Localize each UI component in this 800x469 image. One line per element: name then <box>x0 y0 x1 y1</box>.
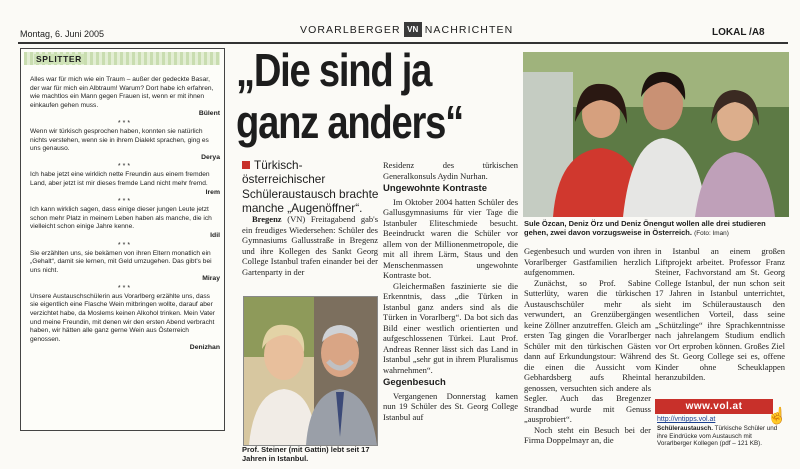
vol-link-box[interactable] <box>655 399 787 461</box>
splitter-header-bar <box>24 52 220 65</box>
quote-author: Denizhan <box>189 344 220 352</box>
paragraph: Residenz des türkischen Generalkonsuls Aydin Nurhan. <box>383 160 518 181</box>
article-column-1 <box>242 214 378 277</box>
quote <box>30 206 220 240</box>
quote-author: Irem <box>205 188 220 196</box>
quote-text: Sie erzählten uns, sie bekämen von ihren Eltern monatlich ein „Gehalt“, damit sie lernen, mit Geld umzugehen. Das gibt's bei uns nicht. <box>30 249 212 274</box>
quote-separator: *** <box>117 163 133 171</box>
quote <box>30 128 220 162</box>
photo-steiner-couple <box>243 296 378 446</box>
photo-caption-small: Prof. Steiner (mit Gattin) lebt seit 17 Jahren in Istanbul. <box>242 445 370 463</box>
dateline-place: Bregenz <box>252 214 282 224</box>
paragraph: Noch steht ein Besuch bei der Firma Doppelmayr an, die <box>524 424 651 445</box>
quote-author: Bülent <box>198 110 220 118</box>
splitter-quotes <box>30 76 220 353</box>
subhead-text: Türkisch-österreichischer Schüleraustausch brachte manche „Augenöffner“. <box>242 158 379 216</box>
vol-banner[interactable]: www.vol.at <box>655 399 773 414</box>
ad-title: Schüleraustausch. <box>657 425 713 432</box>
pointing-hand-icon: ☝ <box>767 406 787 425</box>
quote <box>30 293 220 353</box>
page-number: /A8 <box>749 27 765 38</box>
quote-text: Wenn wir türkisch gesprochen haben, konnten sie natürlich nichts verstehen, wenn sie in ihrem Dialekt sprachen, ging es uns genauso. <box>30 127 209 153</box>
subheading: Gegenbesuch <box>383 377 446 388</box>
issue-date: Montag, 6. Juni 2005 <box>20 29 105 39</box>
vntipps-link[interactable]: http://vntipps.vol.at <box>657 416 716 423</box>
paragraph: Gegenbesuch und wurden von ihren Vorarlberger Gastfamilien herzlich aufgenommen. <box>524 246 651 277</box>
paragraph: Zunächst, so Prof. Sabine Sutterlüty, waren die türkischen Austauschschüler mehr als verwundert, an Grenzübergängen keine Zöllner anzutreffen. Gleich am ersten Tag gingen die Vorarlberger Schüler mit den türkischen Gästen dann auf Erkundungstour: Während die einen die Aussicht vom Gebhardsberg aufs Rheintal genossen, versuchten sich andere als Segler. Auch das Bregenzer Strandbad wurde mit Genuss „ausprobiert“. <box>524 277 651 424</box>
quote <box>30 76 220 119</box>
paragraph: Gleichermaßen faszinierte sie die Erkenntnis, dass „die Türken in Istanbul ganz anders sind als die Türken in Vorarlberg“. Da bot sich das Bild einer westlich orientierten und aufgeschlossenen Türkei. Laut Prof. Andreas Renner lässt sich das Land in Istanbul „sehr gut in ihrem Pluralismus wahrnehmen“. <box>383 280 518 375</box>
subheading: Ungewohnte Kontraste <box>383 183 487 194</box>
lead-text: Freitagabend gab's ein freudiges Wiedersehen: Schüler des Gymnasiums Gallusstraße in Bregenz und ihre Kollegen des Sankt Georg College Istanbul trafen einander bei der Gartenparty in der <box>242 214 378 277</box>
quote-author: Derya <box>201 153 220 161</box>
quote-text: Ich kann wirklich sagen, dass einige dieser jungen Leute jetzt schon mehr Platz in meinem Leben haben als manche, die ich vielleicht schon einige Jahre kenne. <box>30 206 212 231</box>
splitter-tag: SPLITTER <box>36 54 82 64</box>
quote-separator: *** <box>117 284 133 292</box>
ad-description <box>657 425 787 448</box>
quote-separator: *** <box>117 198 133 206</box>
quote-author: Miray <box>202 275 220 283</box>
quote-text: Unsere Austauschschülerin aus Vorarlberg erzählte uns, dass sie eigentlich eine Flasche Wein mitbringen wollte, darauf aber verzichtet habe, da Moslems keinen Alkohol trinken. Mein Vater und meine Freundin, mit denen wir den ersten Abend verbracht haben, wir hätten alle ganz gerne Wein aus Österreich genossen. <box>30 292 215 343</box>
article-column-3 <box>524 246 651 446</box>
publication-name-left: VORARLBERGER <box>300 23 401 36</box>
paragraph: in Istanbul an einem großen Liftprojekt arbeitet. Professor Franz Steiner, Fachvorstand am St. Georg College Istanbul, der nun schon seit 17 Jahren in Istanbul unterrichtet, sieht im Schüleraustausch den wesentlichen Vorteil, dass seine „Schützlinge“ ihre Sprachkenntnisse nach jahrelangem Studium endlich vor Ort erproben können. Großes Ziel des St. Georg College sei es, offene Kinder ohne Scheuklappen heranzubilden. <box>655 246 785 382</box>
caption-text: Sule Özcan, Deniz Örz und Deniz Önengut wollen alle drei studieren gehen, zwei davon vorzugsweise in Österreich. <box>524 219 766 237</box>
masthead <box>300 22 513 37</box>
photo-credit: (Foto: Iman) <box>694 230 729 237</box>
paragraph: Vergangenen Donnerstag kamen nun 19 Schüler des St. Georg College Istanbul auf <box>383 390 518 422</box>
quote-separator: *** <box>117 119 133 127</box>
photo-students <box>523 52 789 217</box>
quote-author: Idil <box>210 231 220 239</box>
photo-caption-big <box>524 219 790 238</box>
quote-text: Alles war für mich wie ein Traum – außer der gedeckte Basar, der war für mich ein Albtraum! Warum? Dort habe ich erfahren, wie machtlos ein Mann gegen Frauen ist, wenn er mit ihnen einkaufen gehen muss. <box>30 76 214 109</box>
quote <box>30 250 220 284</box>
section-label <box>712 27 765 38</box>
red-square-icon <box>242 161 250 169</box>
quote-text: Ich habe jetzt eine wirklich nette Freundin aus einem fremden Land, aber jetzt ist mir dieses fremde Land nicht mehr fremd. <box>30 171 210 187</box>
section-name: LOKAL <box>712 27 747 38</box>
dateline-agency: (VN) <box>287 214 306 224</box>
vn-logo: VN <box>404 22 422 37</box>
ad-text: Türkische Schüler und ihre Eindrücke vom Austausch mit Vorarlberger Kollegen (pdf – 121 KB). <box>657 425 778 448</box>
splitter-box <box>20 48 225 431</box>
article-subhead <box>242 158 379 216</box>
article-column-2 <box>383 160 518 422</box>
publication-name-right: NACHRICHTEN <box>424 23 514 36</box>
paragraph: Im Oktober 2004 hatten Schüler des Gallusgymnasiums für vier Tage die Istanbuler Eliteschmiede besucht. Beeindruckt waren die Schüler vor allem von der Millionenmetropole, die mit all ihrem Lärm, Staus und den Menschenmassen ungewohnte Kontraste bot. <box>383 196 518 280</box>
article-column-4 <box>655 246 785 383</box>
article-headline: „Die sind ja ganz anders“ <box>236 44 463 148</box>
quote <box>30 171 220 197</box>
quote-separator: *** <box>117 241 133 249</box>
